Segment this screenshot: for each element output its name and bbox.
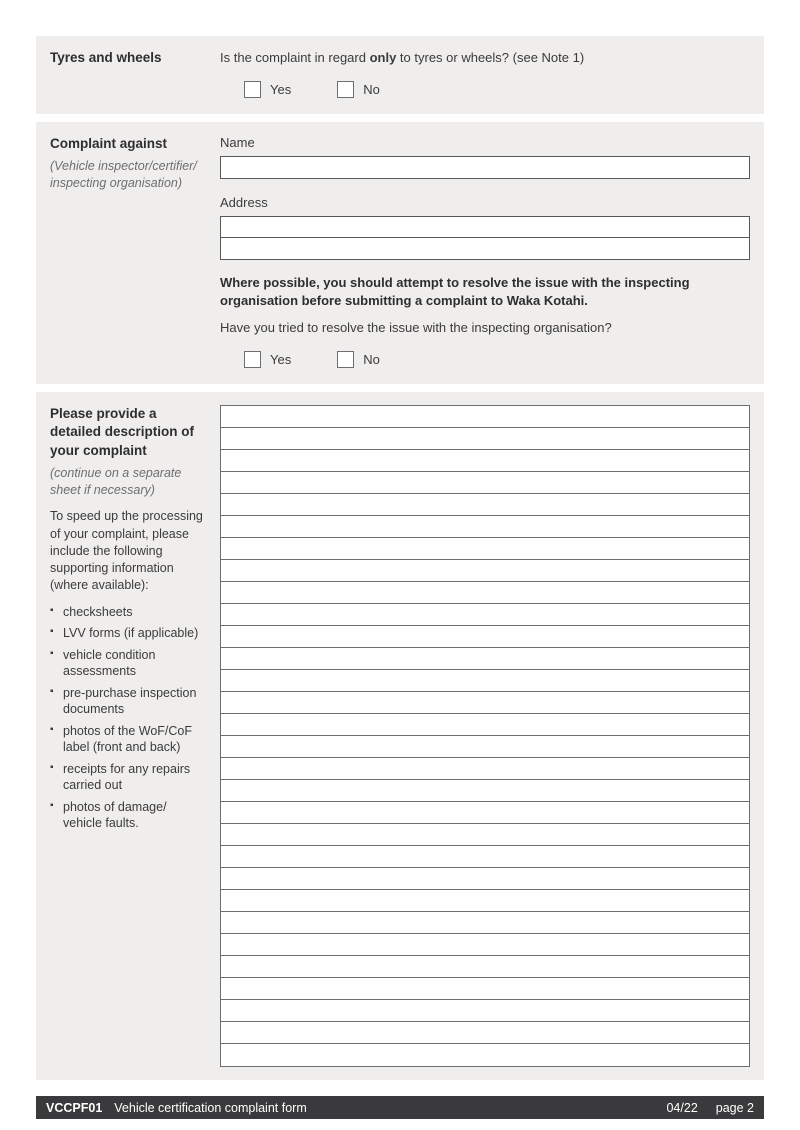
description-write-line[interactable]: [221, 714, 749, 736]
tyres-question-bold: only: [369, 50, 397, 65]
description-write-line[interactable]: [221, 890, 749, 912]
description-write-line[interactable]: [221, 560, 749, 582]
section-complaint-description: [36, 392, 764, 1080]
description-write-line[interactable]: [221, 1044, 749, 1066]
name-label: Name: [220, 134, 255, 150]
tyres-left-column: [36, 36, 220, 114]
description-write-line[interactable]: [221, 758, 749, 780]
supporting-info-list: [50, 604, 208, 832]
list-item: ▪ pre-purchase inspection documents: [50, 685, 208, 718]
resolve-checkbox-row: [244, 351, 750, 368]
description-lines-area[interactable]: [220, 405, 750, 1067]
list-item: ▪ photos of the WoF/CoF label (front and back): [50, 723, 208, 756]
tyres-question-pre: Is the complaint in regard: [220, 50, 370, 65]
description-write-line[interactable]: [221, 912, 749, 934]
description-write-line[interactable]: [221, 868, 749, 890]
footer-left: [46, 1101, 307, 1115]
complaint-against-right-column: [220, 122, 764, 384]
description-write-line[interactable]: [221, 1022, 749, 1044]
resolve-note: Where possible, you should attempt to resolve the issue with the inspecting organisation before submitting a complaint to Waka Kotahi.: [220, 274, 690, 309]
tyres-no-label: No: [363, 81, 380, 97]
tyres-checkbox-row: [244, 81, 750, 98]
resolve-yes-group: [244, 351, 291, 368]
form-title: Vehicle certification complaint form: [114, 1100, 307, 1115]
name-input[interactable]: [220, 156, 750, 179]
description-title: Please provide a detailed description of your complaint: [50, 406, 195, 458]
description-write-line[interactable]: [221, 824, 749, 846]
description-write-line[interactable]: [221, 516, 749, 538]
description-intro: To speed up the processing of your complaint, please include the following supporting information (where available):: [50, 509, 203, 593]
description-write-line[interactable]: [221, 604, 749, 626]
tyres-no-checkbox[interactable]: [337, 81, 354, 98]
footer-date: 04/22: [666, 1100, 698, 1115]
description-write-line[interactable]: [221, 692, 749, 714]
list-item: ▪ vehicle condition assessments: [50, 647, 208, 680]
footer-bar: [36, 1096, 764, 1119]
resolve-no-label: No: [363, 352, 380, 368]
resolve-no-checkbox[interactable]: [337, 351, 354, 368]
description-write-line[interactable]: [221, 846, 749, 868]
tyres-yes-label: Yes: [270, 81, 292, 97]
description-write-line[interactable]: [221, 406, 749, 428]
form-code: VCCPF01: [46, 1100, 103, 1115]
list-item: ▪ checksheets: [50, 604, 208, 621]
list-item: ▪ receipts for any repairs carried out: [50, 761, 208, 794]
description-write-line[interactable]: [221, 956, 749, 978]
description-write-line[interactable]: [221, 472, 749, 494]
description-write-line[interactable]: [221, 780, 749, 802]
description-write-line[interactable]: [221, 428, 749, 450]
address-input-line-2[interactable]: [221, 238, 749, 259]
footer-page-number: page 2: [715, 1100, 754, 1115]
description-write-line[interactable]: [221, 648, 749, 670]
resolve-question: Have you tried to resolve the issue with the inspecting organisation?: [220, 320, 612, 336]
description-left-column: [36, 392, 220, 1080]
list-item: ▪ photos of damage/ vehicle faults.: [50, 799, 208, 832]
resolve-no-group: [337, 351, 380, 368]
description-subtitle: (continue on a separate sheet if necessary): [50, 465, 182, 497]
description-write-line[interactable]: [221, 1000, 749, 1022]
footer-right: [666, 1101, 754, 1115]
tyres-right-column: [220, 36, 764, 114]
address-label: Address: [220, 194, 268, 210]
complaint-against-left-column: [36, 122, 220, 384]
description-write-line[interactable]: [221, 670, 749, 692]
description-write-line[interactable]: [221, 538, 749, 560]
section-complaint-against: [36, 122, 764, 384]
description-write-line[interactable]: [221, 494, 749, 516]
address-input-line-1[interactable]: [221, 217, 749, 238]
resolve-yes-label: Yes: [270, 352, 292, 368]
tyres-no-group: [337, 81, 380, 98]
address-input-box: [220, 216, 750, 260]
section-tyres-and-wheels: [36, 36, 764, 114]
tyres-yes-checkbox[interactable]: [244, 81, 261, 98]
description-write-line[interactable]: [221, 934, 749, 956]
tyres-question-post: to tyres or wheels? (see Note 1): [396, 50, 585, 65]
resolve-yes-checkbox[interactable]: [244, 351, 261, 368]
description-write-line[interactable]: [221, 736, 749, 758]
description-write-line[interactable]: [221, 802, 749, 824]
description-write-line[interactable]: [221, 978, 749, 1000]
complaint-against-title: Complaint against: [50, 135, 168, 151]
description-write-line[interactable]: [221, 626, 749, 648]
description-right-column: [220, 392, 764, 1080]
description-write-line[interactable]: [221, 582, 749, 604]
tyres-question: [220, 49, 750, 68]
tyres-yes-group: [244, 81, 291, 98]
list-item: ▪ LVV forms (if applicable): [50, 625, 208, 642]
description-write-line[interactable]: [221, 450, 749, 472]
complaint-against-subtitle: (Vehicle inspector/certifier/ inspecting organisation): [50, 159, 197, 190]
tyres-section-title: Tyres and wheels: [50, 50, 162, 65]
